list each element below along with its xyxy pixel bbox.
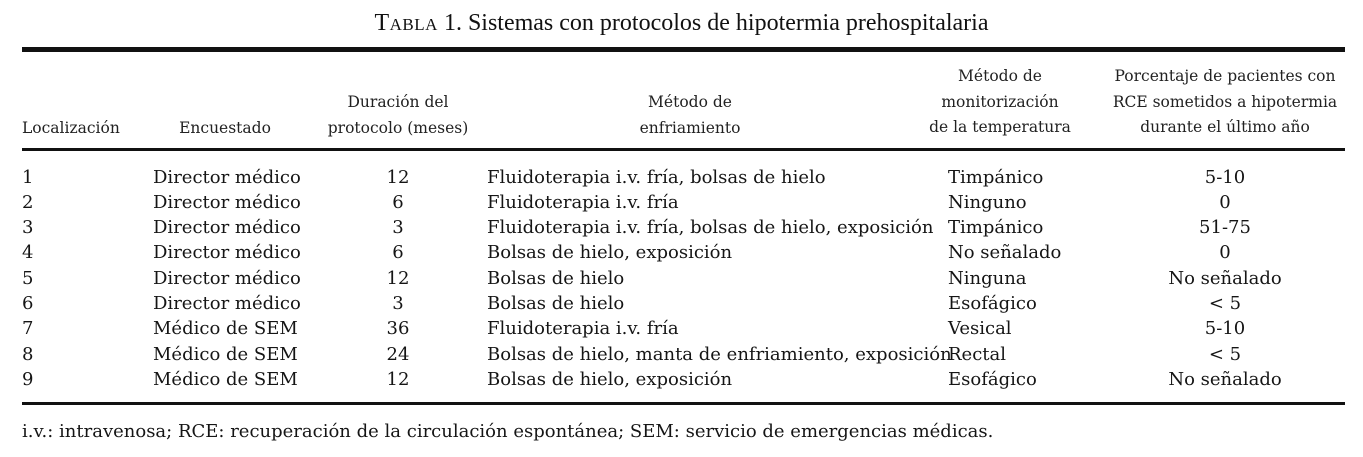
header-metodo-enfriamiento (595, 90, 785, 141)
cell-porcentaje: 0 (1219, 242, 1231, 263)
table-row (0, 165, 1363, 190)
table-row (0, 190, 1363, 215)
cell-encuestado: Médico de SEM (153, 369, 298, 390)
header-line: enfriamiento (639, 118, 741, 137)
header-line: Porcentaje de pacientes con (1114, 67, 1336, 85)
cell-localizacion: 8 (22, 344, 34, 365)
cell-metodo-monitorizacion: Ninguna (948, 268, 1027, 289)
top-rule (22, 47, 1345, 52)
cell-duracion: 36 (386, 318, 410, 339)
cell-encuestado: Médico de SEM (153, 344, 298, 365)
cell-duracion: 24 (386, 344, 410, 365)
header-line: de la temperatura (929, 118, 1071, 136)
cell-localizacion: 2 (22, 192, 34, 213)
cell-encuestado: Director médico (153, 293, 301, 314)
cell-encuestado: Médico de SEM (153, 318, 298, 339)
cell-metodo-enfriamiento: Bolsas de hielo, exposición (487, 242, 733, 263)
cell-metodo-enfriamiento: Fluidoterapia i.v. fría (487, 192, 679, 213)
header-line: Encuestado (179, 119, 271, 137)
header-localizacion (22, 116, 120, 142)
header-line: Método de (958, 67, 1042, 85)
cell-duracion: 3 (392, 293, 404, 314)
header-line: protocolo (meses) (327, 118, 469, 137)
cell-metodo-enfriamiento: Bolsas de hielo (487, 268, 625, 289)
cell-encuestado: Director médico (153, 167, 301, 188)
cell-localizacion: 9 (22, 369, 34, 390)
cell-localizacion: 6 (22, 293, 34, 314)
table-row (0, 240, 1363, 265)
header-line: durante el último año (1140, 118, 1310, 136)
cell-metodo-monitorizacion: Rectal (948, 344, 1007, 365)
cell-porcentaje: 0 (1219, 192, 1231, 213)
table-title-label: Tabla (374, 10, 438, 36)
cell-encuestado: Director médico (153, 192, 301, 213)
cell-porcentaje: < 5 (1208, 293, 1242, 314)
table-row (0, 342, 1363, 367)
header-line: RCE sometidos a hipotermia (1112, 92, 1338, 111)
cell-metodo-monitorizacion: Timpánico (948, 167, 1044, 188)
cell-metodo-enfriamiento: Bolsas de hielo, exposición (487, 369, 733, 390)
cell-localizacion: 3 (22, 217, 34, 238)
cell-duracion: 12 (386, 369, 410, 390)
table-row (0, 266, 1363, 291)
cell-duracion: 3 (392, 217, 404, 238)
cell-duracion: 12 (386, 268, 410, 289)
cell-metodo-monitorizacion: Esofágico (948, 369, 1037, 390)
cell-duracion: 6 (392, 192, 404, 213)
bottom-rule (22, 402, 1345, 405)
cell-metodo-monitorizacion: No señalado (948, 242, 1062, 263)
cell-porcentaje: 5-10 (1204, 167, 1246, 188)
cell-porcentaje: No señalado (1168, 369, 1282, 390)
cell-localizacion: 5 (22, 268, 34, 289)
cell-localizacion: 7 (22, 318, 34, 339)
header-duracion (320, 90, 476, 141)
cell-metodo-enfriamiento: Fluidoterapia i.v. fría, bolsas de hielo (487, 167, 826, 188)
cell-porcentaje: No señalado (1168, 268, 1282, 289)
header-encuestado (160, 116, 290, 142)
cell-metodo-monitorizacion: Ninguno (948, 192, 1027, 213)
header-line: monitorización (941, 92, 1059, 111)
cell-metodo-monitorizacion: Timpánico (948, 217, 1044, 238)
header-porcentaje (1095, 64, 1355, 141)
header-rule (22, 148, 1345, 151)
cell-encuestado: Director médico (153, 242, 301, 263)
cell-metodo-enfriamiento: Fluidoterapia i.v. fría (487, 318, 679, 339)
cell-metodo-enfriamiento: Bolsas de hielo, manta de enfriamiento, exposición (487, 344, 952, 365)
cell-metodo-enfriamiento: Fluidoterapia i.v. fría, bolsas de hielo, exposición (487, 217, 934, 238)
header-line: Método de (648, 93, 732, 111)
cell-porcentaje: 51-75 (1199, 217, 1251, 238)
cell-duracion: 12 (386, 167, 410, 188)
header-line: Localización (22, 119, 120, 137)
table-title (0, 10, 1363, 37)
cell-metodo-monitorizacion: Vesical (948, 318, 1012, 339)
header-line: Duración del (347, 93, 449, 111)
cell-duracion: 6 (392, 242, 404, 263)
table-footnote: i.v.: intravenosa; RCE: recuperación de la circulación espontánea; SEM: servicio de emergencias médicas. (22, 421, 994, 442)
table-row (0, 291, 1363, 316)
cell-encuestado: Director médico (153, 268, 301, 289)
cell-localizacion: 4 (22, 242, 34, 263)
cell-localizacion: 1 (22, 167, 34, 188)
cell-encuestado: Director médico (153, 217, 301, 238)
cell-metodo-enfriamiento: Bolsas de hielo (487, 293, 625, 314)
header-metodo-monitorizacion (920, 64, 1080, 141)
cell-porcentaje: < 5 (1208, 344, 1242, 365)
table-title-text: 1. Sistemas con protocolos de hipotermia prehospitalaria (437, 10, 989, 36)
table-row (0, 215, 1363, 240)
cell-metodo-monitorizacion: Esofágico (948, 293, 1037, 314)
table-row (0, 316, 1363, 341)
table-row (0, 367, 1363, 392)
cell-porcentaje: 5-10 (1204, 318, 1246, 339)
